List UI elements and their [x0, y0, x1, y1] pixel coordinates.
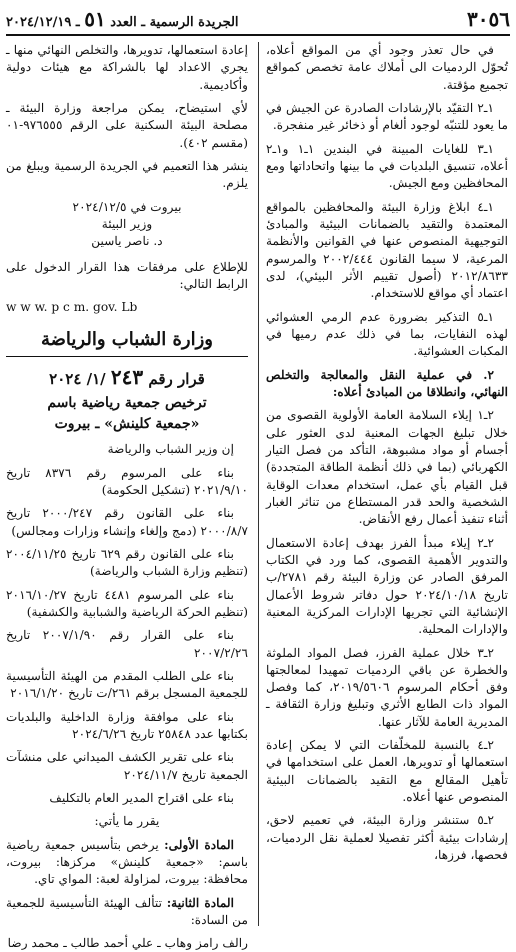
founders-list: رالف رامز وهاب ـ علي أحمد طالب ـ محمد رضا [7, 936, 248, 951]
paragraph: ١ـ٥ التذكير بضرورة عدم الرمي العشوائي لهذه النفايات، بما في ذلك عدم رميها في المكبات العشوائية. [266, 309, 508, 359]
ministry-heading: وزارة الشباب والرياضة [6, 327, 248, 358]
preamble-line: بناء على المرسوم رقم ٨٣٧٦ تاريخ ٢٠٢١/٩/١٠ (تشكيل الحكومة) [6, 465, 248, 497]
signature-title: وزير البيئة [101, 216, 153, 231]
page-number: ٣٠٥٦ [467, 7, 510, 31]
article-1-label: المادة الأولى: [164, 837, 235, 852]
paragraph: ١ـ٤ ابلاغ وزارة البيئة والمحافظين بالمواقع المعتمدة والتقيد بالضمانات البيئية والمبادئ التوجيهية المنصوص عنها في القوانين والأنظمة المرعية، لا سيما القانون ٢٠٠٢/٤٤٤ والمرسوم ٢٠١٢/٨٦٣٣ (أصول تقييم الأثر البيئي)، لدى اعتماد أي مواقع للاستخدام. [266, 199, 509, 301]
preamble-line: بناء على تقرير الكشف الميداني على منشآت الجمعية تاريخ ٢٠٢٤/١١/٧ [6, 750, 248, 782]
preamble-line: بناء على اقتراح المدير العام بالتكليف [49, 790, 234, 805]
article-1 [6, 837, 248, 889]
decides-line: يقرر ما يأتي: [94, 814, 160, 829]
issue-number: ٥١ [84, 7, 106, 31]
left-column [6, 42, 248, 951]
paragraph: ٢ـ١ إيلاء السلامة العامة الأولوية القصوى من خلال تبليغ الجهات المعنية لدى العثور على أجسام أو مواد مشبوهة، التأكد من فصل التيار الكهربائي (بما في ذلك أنظمة الطاقة المتجددة) قبل القيام بأي عمل، استخدام معدات الوقاية الشخصية والحد قدر المستطاع من تناثر الغبار أثناء تنفيذ أعمال رفع الأنقاض. [266, 408, 508, 527]
paragraph: ٢ـ٢ إيلاء مبدأ الفرز بهدف إعادة الاستعمال والتدوير الأهمية القصوى، كما ورد في الكتاب المرفق الصادر عن وزارة البيئة رقم ٢٧٨١/ب تاريخ ٢٠٢٤/١٠/١٨ حول دفاتر شروط الأعمال الإنشائية التي تجريها الإدارات المركزية المعنية والإدارات المحلية. [266, 535, 508, 637]
decision-title [6, 363, 248, 391]
column-divider [258, 42, 259, 926]
right-column [266, 42, 508, 928]
article-2-text: تتألف الهيئة التأسيسية للجمعية من السادة: [6, 895, 248, 927]
paragraph: لأي استيضاح، يمكن مراجعة وزارة البيئة ـ مصلحة البيئة السكنية على الرقم ٩٧٦٥٥٥-٠١ (مقسم ٤٠٢). [6, 100, 248, 150]
gazette-info [6, 7, 239, 31]
decision-year: /١/ ٢٠٢٤ [49, 370, 106, 389]
decision-subject: ترخيص جمعية رياضية باسم [47, 394, 207, 411]
gazette-title: الجريدة الرسمية ـ العدد [110, 15, 239, 30]
preamble-line: بناء على القرار رقم ٢٠٠٧/١/٩٠ تاريخ ٢٠٠٧/٢/٢٦ [6, 628, 248, 660]
paragraph: إعادة استعمالها، تدويرها، والتخلص النهائي منها ـ يجري الاعداد لها بالشراكة مع هيئات دولية وأكاديمية. [6, 43, 248, 92]
attachments-link[interactable]: w w w. p c m. gov. Lb [6, 300, 138, 315]
decision-subject-name: «جمعية كلينش» ـ بيروت [54, 416, 200, 433]
article-2-label: المادة الثانية: [166, 895, 235, 910]
paragraph: ٢ـ٤ بالنسبة للمخلّفات التي لا يمكن إعادة استعمالها أو تدويرها، العمل على استخدامها في تأهيل المقالع مع التقيد بالضمانات البيئية المنصوص عنها أعلاه. [266, 738, 508, 805]
preamble-line: إن وزير الشباب والرياضة [107, 442, 234, 457]
decision-preamble [6, 441, 248, 807]
paragraph: ٢. في عملية النقل والمعالجة والتخلص النهائي، وانطلاقا من المبادئ أعلاه: [266, 367, 508, 399]
decision-prefix: قرار رقم [148, 370, 205, 389]
signature-place-date: بيروت في ٢٠٢٤/١٢/٥ [72, 199, 182, 214]
paragraph: في حال تعذر وجود أي من المواقع أعلاه، تُحوّل الردميات الى أملاك عامة تخصص كمواقع تجميع مؤقتة. [266, 43, 508, 92]
decision-number: ٢٤٣ [110, 365, 144, 390]
attachments-note: للإطلاع على مرفقات هذا القرار الدخول على الرابط التالي: [6, 259, 248, 291]
preamble-line: بناء على القانون رقم ٦٢٩ تاريخ ٢٠٠٤/١١/٢٥ (تنظيم وزارة الشباب والرياضة) [6, 546, 248, 579]
paragraph: ١ـ٢ التقيّد بالإرشادات الصادرة عن الجيش في ما يعود للتنبّه لوجود ألغام أو ذخائر غير منفجرة. [266, 100, 508, 133]
paragraph: ١ـ٣ للغايات المبينة في البندين ١ـ١ و١ـ٢ أعلاه، تنسيق البلديات في ما بينها واتحاداتها ومع المحافظين ومع الجيش. [266, 141, 508, 191]
preamble-line: بناء على الطلب المقدم من الهيئة التأسيسية للجمعية المسجل برقم ٢٦١/ت تاريخ ٢٠١٦/١/٢٠ [6, 668, 248, 701]
paragraph: ينشر هذا التعميم في الجريدة الرسمية ويبلغ من يلزم. [6, 158, 248, 191]
article-2 [6, 895, 248, 930]
preamble-line: بناء على القانون رقم ٢٠٠٠/٢٤٧ تاريخ ٢٠٠٠/٨/٧ (دمج وإلغاء وإنشاء وزارات ومجالس) [6, 506, 248, 538]
page-header [6, 4, 510, 36]
circular-continuation [6, 42, 248, 193]
signature-name: د. ناصر ياسين [91, 234, 163, 249]
paragraph: ٢ـ٥ ستنشر وزارة البيئة، في تعميم لاحق، إرشادات بيئية أكثر تفصيلا لعملية نقل الردميات، فحصها، فرزها، [266, 813, 508, 863]
paragraph: ٢ـ٣ خلال عملية الفرز، فصل المواد الملوثة والخطرة عن باقي الردميات تمهيدا لمعالجتها وفق أحكام المرسوم ٢٠١٩/٥٦٠٦، كما وفصل المواد ذات الطابع الأثري وتبليغ وزارة الثقافة ـ المديرية العامة للآثار عنها. [266, 645, 508, 729]
article-1-text: يرخص بتأسيس جمعية رياضية باسم: «جمعية كلينش» مركزها: بيروت، محافظة: بيروت، لمزاولة لعبة: المواي تاي. [6, 837, 248, 887]
preamble-line: بناء على المرسوم ٤٤٨١ تاريخ ٢٠١٦/١٠/٢٧ (تنظيم الحركة الرياضية والشبابية والكشفية) [6, 587, 248, 619]
preamble-line: بناء على موافقة وزارة الداخلية والبلديات بكتابها عدد ٢٥٨٤٨ تاريخ ٢٠٢٤/٦/٢٦ [6, 709, 248, 741]
issue-date: ـ ٢٠٢٤/١٢/١٩ [6, 15, 80, 30]
